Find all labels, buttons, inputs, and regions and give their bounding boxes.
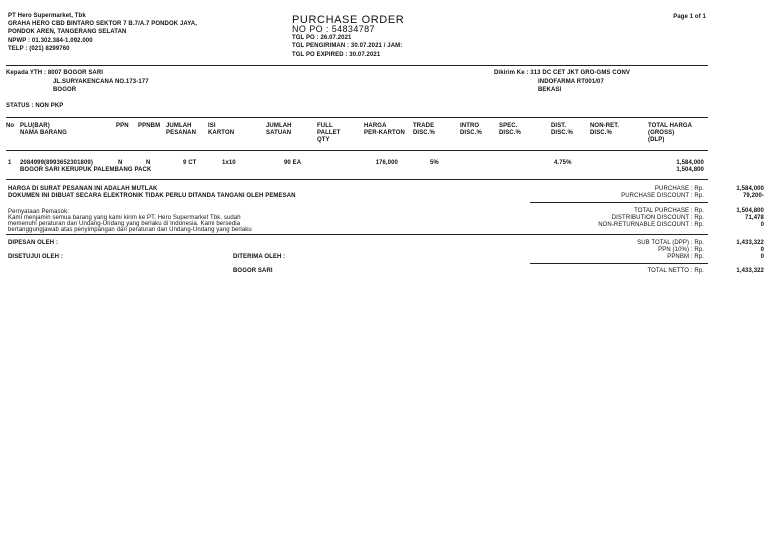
table-header-divider <box>6 150 708 151</box>
table-top-divider <box>6 117 708 118</box>
item-harga: 176,000 <box>375 160 398 166</box>
total-netto-label: TOTAL NETTO : Rp. <box>647 268 704 274</box>
status: STATUS : NON PKP <box>6 103 64 109</box>
item-ppn: N <box>118 160 123 166</box>
col-full-pallet: FULL PALLET QTY <box>317 123 341 143</box>
purchase-value: 1,584,000 <box>736 186 764 192</box>
shipto-label: Dikirim Ke : 313 DC CET JKT GRO-GMS CONV <box>494 70 631 76</box>
ppn-label: PPN (10%) : Rp. <box>658 247 704 253</box>
item-no: 1 <box>8 160 12 166</box>
purchase-discount-label: PURCHASE DISCOUNT : Rp. <box>621 193 704 199</box>
statement-line-1: Kami menjamin semua barang yang kami kirim ke PT. Hero Supermarket Tbk. sudah <box>8 215 241 221</box>
company-name: PT Hero Supermarket, Tbk <box>8 13 86 19</box>
shipto-line-2: INDOFARMA RT001/07 <box>538 79 604 85</box>
item-ppnbm: N <box>146 160 151 166</box>
document-title: PURCHASE ORDER <box>292 14 405 26</box>
col-dist-disc: DIST. DISC.% <box>551 123 573 136</box>
company-address-line-2: PONDOK AREN, TANGERANG SELATAN <box>8 29 127 35</box>
notes-divider <box>6 234 708 235</box>
statement-line-2: memenuhi peraturan dan Undang-Undang yang berlaku di Indonesia. Kami bersedia <box>8 221 241 227</box>
nonreturnable-discount-label: NON-RETURNABLE DISCOUNT : Rp. <box>598 222 704 228</box>
receiver-name: BOGOR SARI <box>233 268 273 274</box>
summary-divider-1 <box>530 202 708 203</box>
po-date: TGL PO : 26.07.2021 <box>292 35 352 41</box>
purchase-discount-value: 79,200- <box>742 193 764 199</box>
col-nonret-disc: NON-RET. DISC.% <box>590 123 620 136</box>
col-jumlah-pesanan: JUMLAH PESANAN <box>166 123 197 136</box>
item-total-dlp: 1,504,800 <box>676 167 704 173</box>
col-harga: HARGA PER-KARTON <box>364 123 405 136</box>
col-spec-disc: SPEC. DISC.% <box>499 123 521 136</box>
item-satuan: 90 EA <box>284 160 302 166</box>
company-address-line-1: GRAHA HERO CBD BINTARO SEKTOR 7 B.7/A.7 PONDOK JAYA, <box>8 21 198 27</box>
total-netto-value: 1,433,322 <box>736 268 764 274</box>
col-total-harga: TOTAL HARGA (GROSS) (DLP) <box>648 123 693 143</box>
po-delivery-date: TGL PENGIRIMAN : 30.07.2021 / JAM: <box>292 43 403 49</box>
item-name: BOGOR SARI KERUPUK PALEMBANG PACK <box>20 167 152 173</box>
item-trade-disc: 5% <box>430 160 439 166</box>
item-isi: 1x10 <box>222 160 236 166</box>
diterima-oleh: DITERIMA OLEH : <box>233 254 286 260</box>
ppnbm-label: PPNBM : Rp. <box>667 254 704 260</box>
total-purchase-value: 1,504,800 <box>736 208 764 214</box>
item-plu: 2084999(8993652301809) <box>20 160 93 166</box>
ppnbm-value: 0 <box>760 254 764 260</box>
dipesan-oleh: DIPESAN OLEH : <box>8 240 59 246</box>
statement-line-3: bertanggungjawab atas penyimpangan dari peraturan dan Undang-Undang yang berlaku <box>8 227 252 233</box>
col-trade-disc: TRADE DISC.% <box>413 123 435 136</box>
distribution-discount-label: DISTRIBUTION DISCOUNT : Rp. <box>611 215 704 221</box>
table-bottom-divider <box>6 179 708 180</box>
page-number: Page 1 of 1 <box>673 14 706 20</box>
col-ppn: PPN <box>116 123 129 129</box>
subtotal-value: 1,433,322 <box>736 240 764 246</box>
col-intro-disc: INTRO DISC.% <box>460 123 482 136</box>
col-no: No <box>6 123 15 129</box>
note-mutlak: HARGA DI SURAT PESANAN INI ADALAH MUTLAK <box>8 186 158 192</box>
col-ppnbm: PPNBM <box>138 123 161 129</box>
po-number: NO PO : 54834787 <box>292 24 375 34</box>
vendor-address: JL.SURYAKENCANA NO.173-177 <box>53 79 149 85</box>
subtotal-label: SUB TOTAL (DPP) : Rp. <box>637 240 704 246</box>
item-qty: 9 CT <box>183 160 197 166</box>
total-purchase-label: TOTAL PURCHASE : Rp. <box>634 208 704 214</box>
item-dist-disc: 4.75% <box>554 160 572 166</box>
col-jumlah-satuan: JUMLAH SATUAN <box>266 123 292 136</box>
po-expired-date: TGL PO EXPIRED : 30.07.2021 <box>292 52 381 58</box>
nonreturnable-discount-value: 0 <box>760 222 764 228</box>
purchase-label: PURCHASE : Rp. <box>654 186 704 192</box>
vendor-label: Kepada YTH : 8007 BOGOR SARI <box>6 70 104 76</box>
header-divider <box>6 65 708 66</box>
disetujui-oleh: DISETUJUI OLEH : <box>8 254 63 260</box>
ppn-value: 0 <box>760 247 764 253</box>
vendor-city: BOGOR <box>53 87 77 93</box>
shipto-line-3: BEKASI <box>538 87 562 93</box>
col-plu: PLU(BAR) NAMA BARANG <box>20 123 67 136</box>
summary-divider-2 <box>530 263 708 264</box>
item-total-gross: 1,584,000 <box>676 160 704 166</box>
col-isi-karton: ISI KARTON <box>208 123 235 136</box>
distribution-discount-value: 71,478 <box>745 215 764 221</box>
note-elektronik: DOKUMEN INI DIBUAT SECARA ELEKTRONIK TIDAK PERLU DITANDA TANGANI OLEH PEMESAN <box>8 193 296 199</box>
statement-title: Pernyataan Pemasok: <box>8 209 69 215</box>
company-telp: TELP : (021) 8299760 <box>8 46 70 52</box>
company-npwp: NPWP : 01.302.384-1.092.000 <box>8 38 93 44</box>
